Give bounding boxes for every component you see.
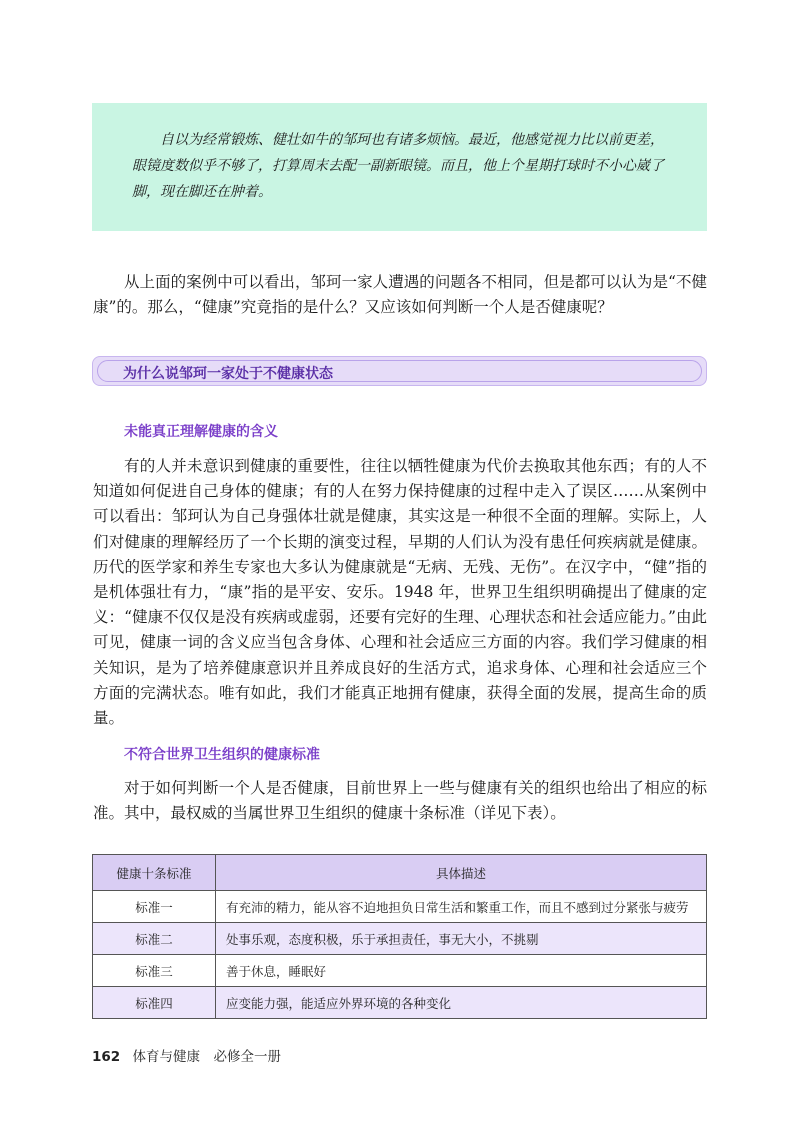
book-title: 体育与健康 必修全一册 [132, 1049, 281, 1065]
page-number: 162 [92, 1049, 121, 1065]
subsection-paragraph-1: 有的人并未意识到健康的重要性，往往以牺牲健康为代价去换取其他东西；有的人不知道如何促进自己身体的健康；有的人在努力保持健康的过程中走入了误区……从案例中可以看出：邹珂认为自己身强体壮就是健康，其实这是一种很不全面的理解。实际上，人们对健康的理解经历了一个长期的演变过程，早期的人们认为没有患任何疾病就是健康。历代的医学家和养生专家也大多认为健康就是“无病、无残、无伤”。在汉字中，“健”指的是机体强壮有力，“康”指的是平安、安乐。1948 年，世界卫生组织明确提出了健康的定义：“健康不仅仅是没有疾病或虚弱，还要有完好的生理、心理状态和社会适应能力。”由此可见，健康一词的含义应当包含身体、心理和社会适应三方面的内容。我们学习健康的相关知识，是为了培养健康意识并且养成良好的生活方式，追求身体、心理和社会适应三个方面的完满状态。唯有如此，我们才能真正地拥有健康，获得全面的发展，提高生命的质量。 [93, 457, 707, 728]
table-header-standard: 健康十条标准 [93, 855, 216, 891]
section-title-bar [92, 356, 707, 386]
table-row [93, 955, 707, 987]
standard-description: 善于休息，睡眠好 [216, 955, 707, 987]
health-standards-table [92, 854, 707, 1019]
page-footer [92, 1045, 281, 1065]
table-header-description: 具体描述 [216, 855, 707, 891]
subsection-paragraph-2: 对于如何判断一个人是否健康，目前世界上一些与健康有关的组织也给出了相应的标准。其中，最权威的当属世界卫生组织的健康十条标准（详见下表）。 [93, 779, 707, 823]
subsection-heading-2: 不符合世界卫生组织的健康标准 [124, 747, 320, 763]
table-row [93, 891, 707, 923]
standard-description: 应变能力强，能适应外界环境的各种变化 [216, 987, 707, 1019]
table-row [93, 923, 707, 955]
table-header-row [93, 855, 707, 891]
case-study-text: 自以为经常锻炼、健壮如牛的邹珂也有诸多烦恼。最近，他感觉视力比以前更差，眼镜度数似乎不够了，打算周末去配一副新眼镜。而且，他上个星期打球时不小心崴了脚，现在脚还在肿着。 [132, 132, 664, 200]
standard-name: 标准二 [93, 923, 216, 955]
section-title: 为什么说邹珂一家处于不健康状态 [123, 366, 333, 382]
standard-description: 有充沛的精力，能从容不迫地担负日常生活和繁重工作，而且不感到过分紧张与疲劳 [216, 891, 707, 923]
table-row [93, 987, 707, 1019]
subsection-heading-1: 未能真正理解健康的含义 [124, 424, 278, 440]
standard-description: 处事乐观，态度积极，乐于承担责任，事无大小，不挑剔 [216, 923, 707, 955]
intro-paragraph: 从上面的案例中可以看出，邹珂一家人遭遇的问题各不相同，但是都可以认为是“不健康”的。那么，“健康”究竟指的是什么？又应该如何判断一个人是否健康呢？ [93, 273, 707, 317]
case-study-box [92, 103, 707, 231]
standard-name: 标准四 [93, 987, 216, 1019]
standard-name: 标准三 [93, 955, 216, 987]
standard-name: 标准一 [93, 891, 216, 923]
